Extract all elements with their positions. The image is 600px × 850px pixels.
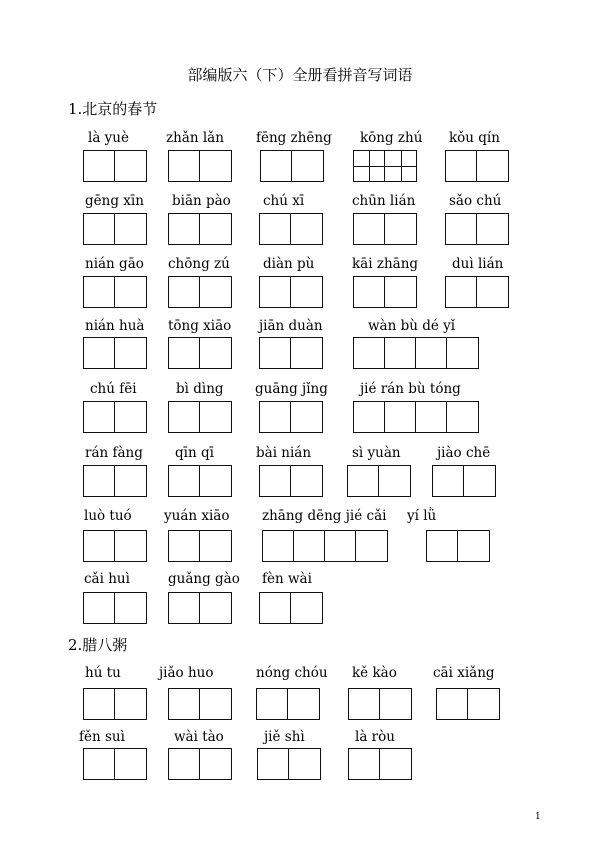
- character-box[interactable]: [291, 466, 322, 496]
- character-box[interactable]: [437, 689, 468, 719]
- pinyin-label: fèn wài: [262, 571, 312, 587]
- character-box[interactable]: [169, 531, 200, 561]
- answer-boxes: [445, 276, 509, 308]
- pinyin-label: kōng zhú: [360, 130, 423, 146]
- answer-boxes: [432, 465, 496, 497]
- answer-boxes: [168, 465, 232, 497]
- character-box[interactable]: [200, 689, 231, 719]
- pinyin-label: yuán xiāo: [164, 508, 230, 524]
- answer-boxes: [83, 465, 147, 497]
- answer-boxes: [262, 530, 388, 562]
- character-box[interactable]: [200, 402, 231, 432]
- character-box[interactable]: [446, 277, 477, 307]
- character-box[interactable]: [416, 402, 447, 432]
- character-box[interactable]: [380, 689, 411, 719]
- pinyin-label: chú xī: [263, 193, 305, 209]
- answer-boxes: [347, 465, 411, 497]
- answer-boxes: [168, 748, 232, 780]
- character-box[interactable]: [260, 402, 291, 432]
- answer-boxes: [259, 213, 323, 245]
- pinyin-label: chōng zú: [168, 256, 230, 272]
- answer-boxes: [260, 150, 324, 182]
- character-box[interactable]: [84, 689, 115, 719]
- character-box[interactable]: [84, 466, 115, 496]
- character-box[interactable]: [291, 338, 322, 368]
- character-box[interactable]: [200, 151, 231, 181]
- character-box[interactable]: [288, 689, 319, 719]
- pinyin-label: hú tu: [85, 665, 121, 681]
- answer-boxes: [83, 150, 147, 182]
- pinyin-label: biān pào: [172, 193, 231, 209]
- answer-boxes: [436, 688, 500, 720]
- character-box[interactable]: [258, 749, 289, 779]
- pinyin-label: jiān duàn: [259, 318, 323, 334]
- character-box[interactable]: [115, 402, 146, 432]
- answer-boxes: [168, 592, 232, 624]
- pinyin-label: kāi zhāng: [352, 256, 419, 272]
- pinyin-label: rán fàng: [85, 445, 143, 461]
- answer-boxes: [83, 337, 147, 369]
- character-box[interactable]: [349, 689, 380, 719]
- pinyin-label: chú fēi: [90, 381, 137, 397]
- answer-boxes: [259, 276, 323, 308]
- character-box[interactable]: [169, 689, 200, 719]
- character-box[interactable]: [289, 749, 320, 779]
- character-box[interactable]: [354, 277, 385, 307]
- character-box[interactable]: [291, 593, 322, 623]
- character-box[interactable]: [200, 749, 231, 779]
- character-box[interactable]: [260, 466, 291, 496]
- character-box[interactable]: [380, 749, 411, 779]
- character-box[interactable]: [263, 531, 294, 561]
- character-box[interactable]: [200, 214, 231, 244]
- character-box[interactable]: [385, 214, 416, 244]
- pinyin-label: kǒu qín: [449, 130, 500, 146]
- character-box[interactable]: [291, 402, 322, 432]
- character-box[interactable]: [294, 531, 325, 561]
- character-box[interactable]: [446, 151, 477, 181]
- character-box[interactable]: [477, 151, 508, 181]
- character-box[interactable]: [261, 151, 292, 181]
- character-box[interactable]: [115, 466, 146, 496]
- answer-boxes: [259, 337, 323, 369]
- character-box[interactable]: [115, 689, 146, 719]
- character-box[interactable]: [385, 402, 416, 432]
- character-box[interactable]: [169, 749, 200, 779]
- character-box[interactable]: [292, 151, 323, 181]
- pinyin-label: sǎo chú: [449, 193, 502, 209]
- answer-boxes: [168, 150, 232, 182]
- answer-boxes: [348, 688, 412, 720]
- answer-boxes: [168, 530, 232, 562]
- character-box[interactable]: [477, 277, 508, 307]
- answer-boxes: [83, 592, 147, 624]
- pinyin-label: luò tuó: [84, 508, 132, 524]
- pinyin-label: fěn suì: [79, 729, 125, 745]
- pinyin-label: jiào chē: [437, 445, 491, 461]
- pinyin-label: là yuè: [88, 130, 129, 146]
- character-box[interactable]: [169, 593, 200, 623]
- answer-boxes: [168, 401, 232, 433]
- answer-boxes: [445, 150, 509, 182]
- answer-boxes: [348, 748, 412, 780]
- character-box[interactable]: [115, 338, 146, 368]
- answer-boxes: [83, 276, 147, 308]
- character-box[interactable]: [115, 531, 146, 561]
- answer-boxes: [83, 213, 147, 245]
- character-box[interactable]: [354, 338, 385, 368]
- pinyin-label: guāng jǐng: [255, 381, 328, 397]
- answer-boxes: [83, 688, 147, 720]
- answer-boxes: [353, 401, 479, 433]
- character-box[interactable]: [291, 277, 322, 307]
- pinyin-label: bài nián: [256, 445, 312, 461]
- character-box[interactable]: [458, 531, 489, 561]
- answer-boxes: [353, 276, 417, 308]
- character-box[interactable]: [349, 749, 380, 779]
- answer-boxes: [168, 688, 232, 720]
- answer-boxes: [353, 337, 479, 369]
- character-box[interactable]: [115, 214, 146, 244]
- answer-boxes: [83, 530, 147, 562]
- pinyin-label: nián gāo: [85, 256, 144, 272]
- pinyin-label: zhāng dēng jié cǎi: [262, 508, 387, 524]
- answer-boxes: [445, 213, 509, 245]
- character-box[interactable]: [385, 277, 416, 307]
- character-box[interactable]: [84, 593, 115, 623]
- character-box[interactable]: [348, 466, 379, 496]
- pinyin-label: nóng chóu: [256, 665, 328, 681]
- character-box[interactable]: [260, 338, 291, 368]
- character-box[interactable]: [464, 466, 495, 496]
- answer-boxes: [353, 150, 417, 182]
- section-heading: 2.腊八粥: [68, 636, 128, 654]
- pinyin-label: jiǎo huo: [159, 665, 214, 681]
- pinyin-label: zhǎn lǎn: [166, 130, 224, 146]
- character-box[interactable]: [291, 214, 322, 244]
- character-box[interactable]: [169, 214, 200, 244]
- pinyin-label: tōng xiāo: [168, 318, 232, 334]
- pinyin-label: sì yuàn: [352, 445, 401, 461]
- character-box[interactable]: [447, 402, 478, 432]
- character-box[interactable]: [477, 214, 508, 244]
- pinyin-label: cāi xiǎng: [433, 665, 495, 681]
- character-box[interactable]: [257, 689, 288, 719]
- character-box[interactable]: [200, 593, 231, 623]
- answer-boxes: [259, 401, 323, 433]
- character-box[interactable]: [169, 277, 200, 307]
- character-box[interactable]: [427, 531, 458, 561]
- character-box[interactable]: [84, 151, 115, 181]
- pinyin-label: là ròu: [355, 729, 395, 745]
- pinyin-label: diàn pù: [263, 256, 315, 272]
- character-box[interactable]: [354, 214, 385, 244]
- character-box[interactable]: [260, 277, 291, 307]
- pinyin-label: kě kào: [352, 665, 397, 681]
- character-box[interactable]: [385, 338, 416, 368]
- character-box[interactable]: [446, 214, 477, 244]
- answer-boxes: [259, 592, 323, 624]
- pinyin-label: yí lǜ: [407, 508, 437, 524]
- character-box[interactable]: [447, 338, 478, 368]
- character-box[interactable]: [354, 402, 385, 432]
- answer-boxes: [426, 530, 490, 562]
- character-box[interactable]: [200, 277, 231, 307]
- character-box[interactable]: [385, 151, 416, 181]
- pinyin-label: fēng zhēng: [256, 130, 332, 146]
- answer-boxes: [168, 276, 232, 308]
- section-heading: 1.北京的春节: [68, 100, 158, 118]
- pinyin-label: nián huà: [85, 318, 145, 334]
- page-number: 1: [535, 812, 541, 822]
- character-box[interactable]: [200, 531, 231, 561]
- page-title: 部编版六（下）全册看拼音写词语: [187, 66, 413, 84]
- character-box[interactable]: [200, 338, 231, 368]
- character-box[interactable]: [260, 214, 291, 244]
- pinyin-label: wài tào: [174, 729, 224, 745]
- answer-boxes: [257, 748, 321, 780]
- pinyin-label: qīn qī: [175, 445, 214, 461]
- character-box[interactable]: [325, 531, 356, 561]
- answer-boxes: [83, 401, 147, 433]
- character-box[interactable]: [354, 151, 385, 181]
- character-box[interactable]: [115, 593, 146, 623]
- character-box[interactable]: [200, 466, 231, 496]
- pinyin-label: duì lián: [452, 256, 504, 272]
- pinyin-label: bì dìng: [176, 381, 224, 397]
- character-box[interactable]: [84, 214, 115, 244]
- character-box[interactable]: [169, 151, 200, 181]
- pinyin-label: jiě shì: [264, 729, 305, 745]
- pinyin-label: jié rán bù tóng: [360, 381, 461, 397]
- character-box[interactable]: [379, 466, 410, 496]
- character-box[interactable]: [84, 338, 115, 368]
- character-box[interactable]: [169, 338, 200, 368]
- character-box[interactable]: [84, 749, 115, 779]
- answer-boxes: [168, 213, 232, 245]
- character-box[interactable]: [260, 593, 291, 623]
- answer-boxes: [259, 465, 323, 497]
- pinyin-label: cǎi huì: [84, 571, 130, 587]
- character-box[interactable]: [356, 531, 387, 561]
- answer-boxes: [168, 337, 232, 369]
- character-box[interactable]: [115, 277, 146, 307]
- answer-boxes: [353, 213, 417, 245]
- character-box[interactable]: [433, 466, 464, 496]
- character-box[interactable]: [468, 689, 499, 719]
- character-box[interactable]: [84, 402, 115, 432]
- character-box[interactable]: [416, 338, 447, 368]
- character-box[interactable]: [84, 277, 115, 307]
- pinyin-label: guǎng gào: [168, 571, 240, 587]
- pinyin-label: chūn lián: [352, 193, 416, 209]
- character-box[interactable]: [169, 402, 200, 432]
- answer-boxes: [83, 748, 147, 780]
- character-box[interactable]: [84, 531, 115, 561]
- character-box[interactable]: [169, 466, 200, 496]
- answer-boxes: [256, 688, 320, 720]
- character-box[interactable]: [115, 151, 146, 181]
- character-box[interactable]: [115, 749, 146, 779]
- pinyin-label: wàn bù dé yǐ: [368, 318, 456, 334]
- pinyin-label: gēng xīn: [85, 193, 144, 209]
